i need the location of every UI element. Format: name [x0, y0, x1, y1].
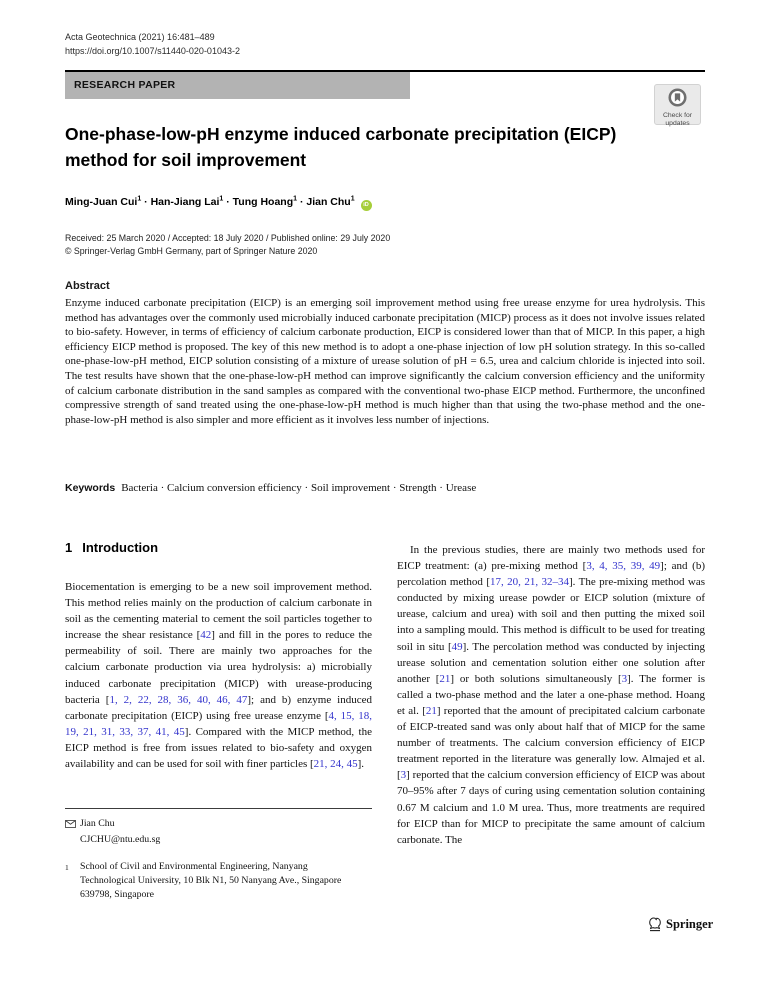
citation-link[interactable]: 21 — [439, 672, 451, 685]
citation-link[interactable]: 3 — [400, 769, 407, 782]
right-column — [397, 542, 705, 848]
citation-link[interactable]: 42 — [200, 629, 212, 642]
orcid-icon[interactable]: iD — [361, 200, 372, 211]
author-names: Ming-Juan Cui$^1$ · Han-Jiang Lai$^1$ · Tung Hoang$^1$ · Jian Chu$^1$ — [65, 195, 355, 208]
copyright-line: © Springer-Verlag GmbH Germany, part of Springer Nature 2020 — [65, 246, 318, 256]
check-updates-icon — [668, 88, 687, 107]
affiliation-marker: 1 — [65, 863, 69, 872]
citation-link[interactable]: 21, 24, 45 — [313, 758, 358, 771]
abstract-text: Enzyme induced carbonate precipitation (EICP) is an emerging soil improvement method using free urease enzyme for urea hydrolysis. This method has advantages over the commonly used microbially induced carbonate precipitation (MICP) process as it does not involve issues related to bio-safety. However, in terms of efficiency of calcium carbonate production, EICP is considered lower than that of MICP. In this paper, a high efficiency EICP method is proposed. The key of this new method is to adopt a one-phase injection of low pH solution strategy. In this so-called one-phase-low-pH method, EICP solution consisting of a mixture of urease solution of pH = 6.5, urea and calcium chloride is injected into soil. The test results have shown that the one-phase-low-pH method can improve significantly the calcium conversion efficiency and the uniformity of calcium carbonate distribution in the sand samples as compared with the conventional two-phase EICP method. Furthermore, the unconfined compressive strength of sand treated using the one-phase-low-pH method is much higher than that using the two-phase method and the one-phase-low-pH method is also simpler and more efficient as it involves less number of injections. — [65, 297, 705, 426]
springer-logo-text: Springer — [666, 917, 714, 931]
introduction-heading — [65, 540, 372, 555]
corresponding-author-email[interactable]: CJCHU@ntu.edu.sg — [80, 834, 161, 845]
section-number: 1 — [65, 540, 73, 555]
section-title: Introduction — [82, 540, 159, 555]
author-list — [65, 196, 705, 211]
keywords-line — [65, 482, 705, 494]
check-updates-badge[interactable] — [654, 84, 701, 125]
keywords-label: Keywords — [65, 482, 116, 494]
check-updates-caption-line2: updates — [665, 119, 690, 127]
envelope-icon — [65, 817, 80, 833]
journal-citation-line: Acta Geotechnica (2021) 16:481–489 — [65, 32, 215, 42]
citation-link[interactable]: 17, 20, 21, 32–34 — [489, 576, 570, 589]
citation-link[interactable]: 1, 2, 22, 28, 36, 40, 46, 47 — [109, 693, 248, 706]
intro-right-paragraph: In the previous studies, there are mainly two methods used for EICP treatment: (a) pre-mixing method [3, 4, 35, 39, 49]; and (b) percolation method [17, 20, 21, 32–34]. The pre-mixing method was conducted by mixing urease powder or EICP solution (mixture of urease, calcium and urea) with soil and then putting the mixed soil into a sampling mould. This method is difficult to be used for treating soil in situ [49]. The percolation method was conducted by injecting urease solution and cementation solution either one solution after another [21] or both solutions simultaneously [3]. The former is called a two-phase method and the later a one-phase method. Hoang et al. [21] reported that the amount of precipitated calcium carbonate of EICP-treated sand was only about half that of MICP for the same number of treatments. The calcium conversion efficiency of EICP treatment reported in the literature was generally low. Almajed et al. [3] reported that the calcium conversion efficiency of EICP was about 70–95% after 7 days of curing using cementation solution containing 0.67 M calcium and 1.0 M urea. Thus, more treatments are required for EICP than for MICP to precipitate the same amount of calcium carbonate. The — [397, 544, 706, 846]
paper-title: One-phase-low-pH enzyme induced carbonate precipitation (EICP) method for soil improvement — [65, 124, 617, 170]
citation-link[interactable]: 3 — [621, 672, 628, 685]
left-column — [65, 540, 372, 772]
footnote-divider — [65, 808, 372, 809]
research-paper-banner — [65, 72, 410, 99]
article-type-label: RESEARCH PAPER — [74, 79, 176, 91]
springer-logo — [648, 917, 713, 932]
doi-link[interactable]: https://doi.org/10.1007/s11440-020-01043-2 — [65, 45, 240, 56]
citation-link[interactable]: 4, 15, 18, 19, 21, 31, 33, 37, 41, 45 — [65, 709, 373, 738]
springer-emblem-icon — [648, 917, 662, 932]
check-updates-caption-line1: Check for — [662, 112, 693, 119]
footnote-block — [65, 808, 372, 902]
intro-left-paragraph: Biocementation is emerging to be a new soil improvement method. This method relies mainly on the production of calcium carbonate in soil as the cementing material to cement the soil particles together to increase the shear resistance [42] and fill in the pores to reduce the permeability of soil. There are mainly two approaches for the calcium carbonate production via urea hydrolysis: a) microbially induced carbonate precipitation (MICP) with urease-producing bacteria [1, 2, 22, 28, 36, 40, 46, 47]; and b) enzyme induced carbonate precipitation (EICP) using free urease enzyme [4, 15, 18, 19, 21, 31, 33, 37, 41, 45]. Compared with the MICP method, the EICP method is free from issues related to bio-safety and oxygen availability and can be used for soil with finer particles [21, 24, 45]. — [65, 581, 373, 771]
keywords-list: Bacteria · Calcium conversion efficiency · Soil improvement · Strength · Urease — [121, 482, 477, 494]
corresponding-author-name: Jian Chu — [80, 818, 115, 829]
affiliation-text: School of Civil and Environmental Engineering, Nanyang Technological University, 10 Blk N1, 50 Nanyang Ave., Singapore 639798, Singapore — [80, 861, 342, 900]
citation-link[interactable]: 3, 4, 35, 39, 49 — [586, 560, 661, 573]
citation-link[interactable]: 49 — [451, 640, 463, 653]
journal-header — [65, 31, 240, 58]
abstract-heading: Abstract — [65, 280, 110, 292]
publication-history — [65, 232, 705, 258]
dates-line: Received: 25 March 2020 / Accepted: 18 July 2020 / Published online: 29 July 2020 — [65, 233, 391, 243]
citation-link[interactable]: 21 — [425, 704, 437, 717]
